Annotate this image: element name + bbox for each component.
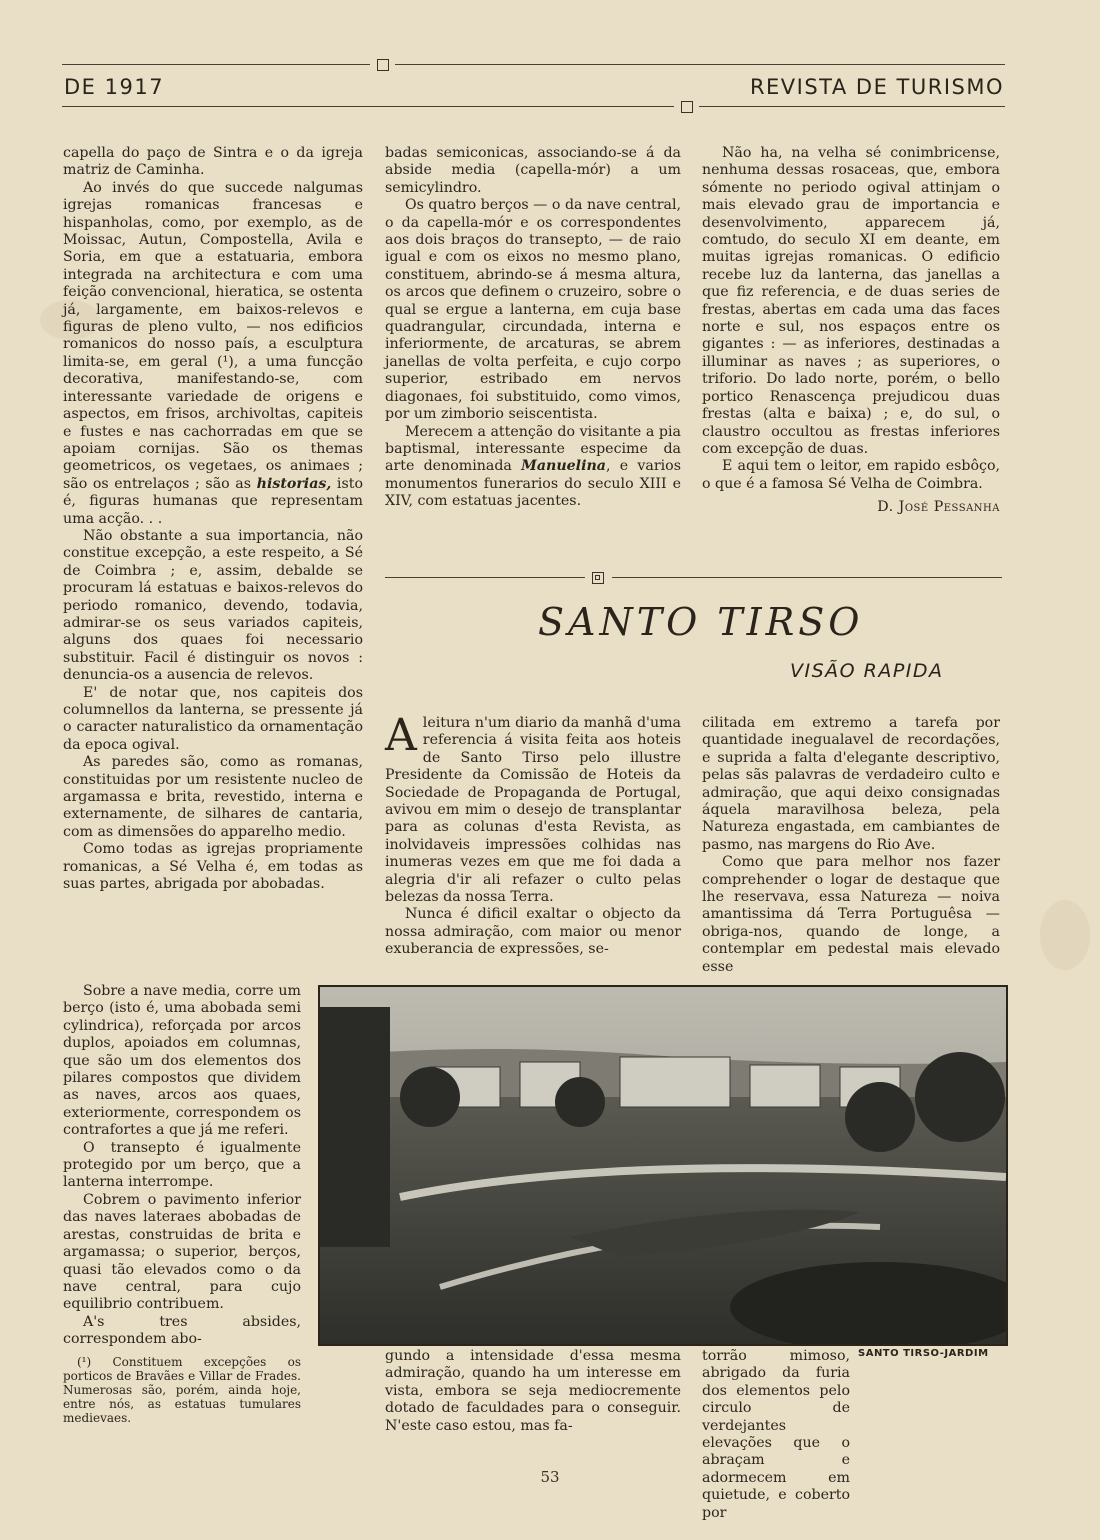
header-rule-top-right: [395, 64, 1005, 65]
paragraph: Como todas as igrejas propriamente romanicas, a Sé Velha é, em todas as suas partes, abrigada por abobadas.: [63, 841, 363, 893]
article-column-b: [702, 715, 1000, 976]
drop-cap: A: [385, 710, 417, 761]
column-1-lower: [63, 983, 301, 1425]
header-right: REVISTA DE TURISMO: [749, 75, 1004, 99]
paragraph: Nunca é dificil exaltar o objecto da nossa admiração, com maior ou menor exuberancia de expressões, se-: [385, 906, 681, 958]
photo-santo-tirso-garden: [318, 985, 1008, 1346]
paragraph: Aleitura n'um diario da manhã d'uma referencia á visita feita aos hoteis de Santo Tirso pelo illustre Presidente da Comissão de Hoteis da Sociedade de Propaganda de Portugal, avivou em mim o desejo de transplantar para as colunas d'esta Revista, as inolvidaveis impressões colhidas nas inumeras vezes em que me foi dada a alegria d'ir ali refazer o culto pelas belezas da nossa Terra.: [385, 710, 681, 906]
paragraph: capella do paço de Sintra e o da igreja matriz de Caminha.: [63, 145, 363, 179]
paragraph: Como que para melhor nos fazer comprehender o logar de destaque que lhe reservava, essa Natureza — noiva amantissima dá Terra Portuguêsa — obriga-nos, quando de longe, a contemplar em pedestal mais elevado esse: [702, 854, 1000, 975]
article-column-b-lower-1: [702, 1348, 850, 1522]
paragraph: badas semiconicas, associando-se á da abside media (capella-mór) a um semicylindro.: [385, 145, 681, 196]
paragraph: A's tres absides, correspondem abo-: [63, 1313, 301, 1348]
signature: D. José Pessanha: [877, 499, 1000, 516]
ornament-square: [592, 572, 604, 584]
section-rule-right: [612, 577, 1002, 578]
photo-image: [320, 987, 1006, 1344]
emphasis: Manuelina: [521, 458, 606, 475]
header-left: DE 1917: [64, 75, 165, 99]
header-rule-bottom-left: [62, 106, 674, 107]
paragraph: torrão mimoso, abrigado da furia dos elementos pelo circulo de verdejantes elevações que o abraçam e adormecem em quietude, e coberto por: [702, 1348, 850, 1521]
paper-stain: [1040, 900, 1090, 970]
header-rule-top-left: [62, 64, 370, 65]
paragraph: Sobre a nave media, corre um berço (isto é, uma abobada semi cylindrica), reforçada por arcos duplos, apoiados em columnas, que são um dos elementos dos pilares compostos que dividem as naves, arcos aos quaes, exteriormente, correspondem os contrafortes a que já me referi.: [63, 983, 301, 1139]
column-3: [702, 145, 1000, 517]
article-subtitle: VISÃO RAPIDA: [790, 660, 944, 682]
photo-caption: SANTO TIRSO-JARDIM: [858, 1348, 989, 1359]
article-column-a: [385, 710, 681, 959]
paragraph: E aqui tem o leitor, em rapido esbôço, o que é a famosa Sé Velha de Coimbra.: [702, 458, 1000, 492]
paragraph: cilitada em extremo a tarefa por quantidade inegualavel de recordações, e suprida a falta d'elegante descriptivo, pelas sãs palavras de verdadeiro culto e admiração, que aqui deixo consignadas áquela maravilhosa beleza, pela Natureza engastada, em cambiantes de pasmo, nas margens do Rio Ave.: [702, 715, 1000, 853]
ornament-square: [377, 59, 389, 71]
column-2: [385, 145, 681, 511]
article-title: SANTO TIRSO: [538, 600, 864, 644]
paragraph: Ao invés do que succede nalgumas igrejas romanicas francesas e hispanholas, como, por exemplo, as de Moissac, Autun, Compostella, Avila e Soria, em que a estatuaria, embora integrada na architectura e com uma feição convencional, hieratica, se ostenta já, largamente, em baixos-relevos e figuras de pleno vulto, — nos edificios romanicos do nosso país, a esculptura limita-se, em geral (¹), a uma funcção decorativa, manifestando-se, com interessante variedade de origens e aspectos, em frisos, archivoltas, capiteis e fustes e nas cachorradas em que se apoiam cornijas. São os themas geometricos, os vegetaes, os animaes ; são os entrelaços ; são as historias, isto é, figuras humanas que representam uma acção. . .: [63, 179, 363, 527]
article-column-a-lower: [385, 1348, 681, 1435]
ornament-square: [681, 101, 693, 113]
paragraph: Não obstante a sua importancia, não constitue excepção, a este respeito, a Sé de Coimbra ; e, assim, debalde se procuram lá estatuas e baixos-relevos do periodo romanico, devendo, todavia, admirar-se os seus variados capiteis, alguns dos quaes foi necessario substituir. Facil é distinguir os novos : denuncia-os a ausencia de relevos.: [63, 527, 363, 684]
paragraph: E' de notar que, nos capiteis dos columnellos da lanterna, se pressente já o caracter naturalistico da ornamentação da epoca ogival.: [63, 684, 363, 753]
emphasis: historias,: [256, 475, 332, 492]
paragraph: O transepto é igualmente protegido por um berço, que a lanterna interrompe.: [63, 1139, 301, 1191]
header-rule-bottom-right: [699, 106, 1005, 107]
page-number: 53: [540, 1468, 560, 1486]
paragraph: Cobrem o pavimento inferior das naves lateraes abobadas de arestas, construidas de brita e argamassa; o superior, berços, quasi tão elevados como o da nave central, para cujo equilibrio contribuem.: [63, 1191, 301, 1313]
paragraph: Os quatro berços — o da nave central, o da capella-mór e os correspondentes aos dois braços do transepto, — de raio igual e com os eixos no mesmo plano, constituem, abrindo-se á mesma altura, os arcos que definem o cruzeiro, sobre o qual se ergue a lanterna, em cuja base quadrangular, circundada, interna e inferiormente, de arcaturas, se abrem janellas de volta perfeita, e cujo corpo superior, estribado em nervos diagonaes, foi substituido, como vimos, por um zimborio seiscentista.: [385, 197, 681, 423]
footnote: [63, 1355, 301, 1425]
section-rule-left: [385, 577, 585, 578]
footnote-text: (¹) Constituem excepções os porticos de Bravães e Villar de Frades. Numerosas são, porém, ainda hoje, entre nós, as estatuas tumulares medievaes.: [63, 1354, 301, 1425]
paragraph: Não ha, na velha sé conimbricense, nenhuma dessas rosaceas, que, embora sómente no periodo ogival attinjam o mais elevado grau de importancia e desenvolvimento, apparecem já, comtudo, do seculo XI em deante, em muitas igrejas romanicas. O edificio recebe luz da lanterna, das janellas a que fiz referencia, e de duas series de frestas, abertas em cada uma das faces norte e sul, nos espaços entre os gigantes : — as inferiores, destinadas a illuminar as naves ; as superiores, o triforio. Do lado norte, porém, o bello portico Renascença prejudicou duas frestas (alta e baixa) ; e, do sul, o claustro occultou as frestas inferiores com excepção de duas.: [702, 145, 1000, 457]
paragraph: Merecem a attenção do visitante a pia baptismal, interessante especime da arte denominada Manuelina, e varios monumentos funerarios do seculo XIII e XIV, com estatuas jacentes.: [385, 423, 681, 510]
column-1: [63, 145, 363, 893]
paragraph: As paredes são, como as romanas, constituidas por um resistente nucleo de argamassa e brita, revestido, interna e externamente, de silhares de cantaria, com as dimensões do apparelho medio.: [63, 754, 363, 840]
paragraph: gundo a intensidade d'essa mesma admiração, quando ha um interesse em vista, embora se seja mediocremente dotado de faculdades para o conseguir. N'este caso estou, mas fa-: [385, 1348, 681, 1434]
